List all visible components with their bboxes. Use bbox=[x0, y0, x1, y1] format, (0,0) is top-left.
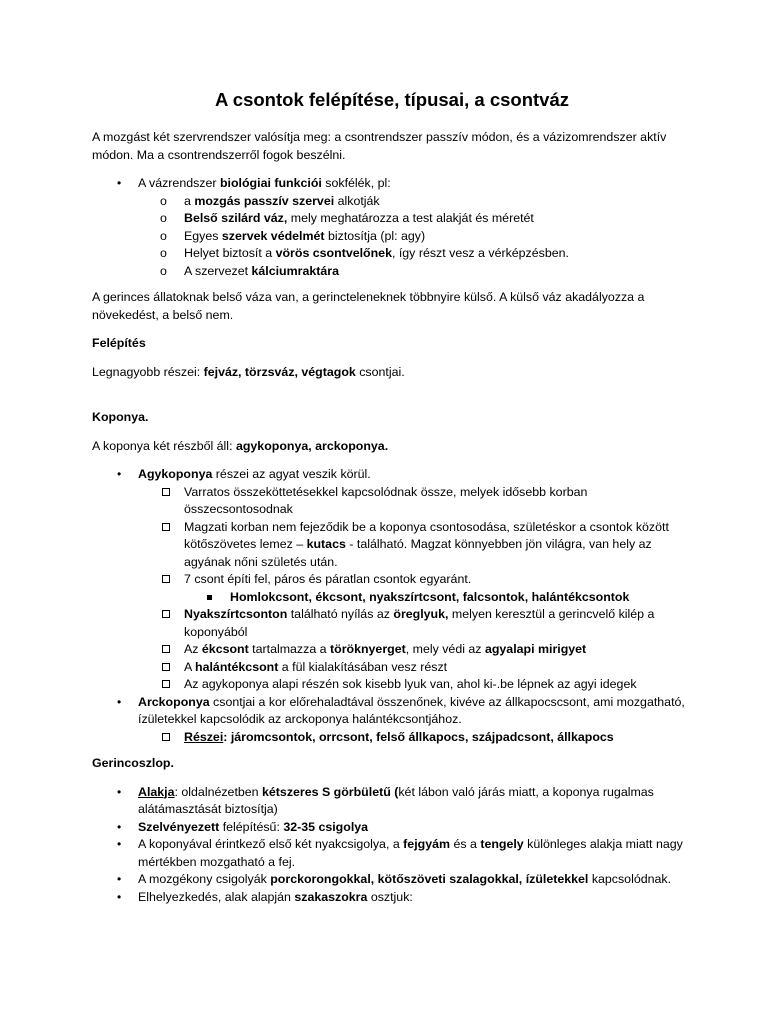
checkbox-bullet-icon bbox=[162, 645, 170, 653]
checkbox-bullet-icon bbox=[162, 680, 170, 688]
circle-bullet-icon: o bbox=[160, 246, 167, 260]
checkbox-bullet-icon bbox=[162, 610, 170, 618]
functions-list bbox=[92, 175, 692, 280]
list-item: Nyakszírtcsonton található nyílás az öreglyuk, melyen keresztül a gerincvelő kilép a koponyából bbox=[136, 606, 692, 641]
circle-bullet-icon: o bbox=[160, 211, 167, 225]
agykoponya-sublist bbox=[138, 484, 692, 694]
bones-sublist bbox=[184, 589, 692, 607]
list-item: • Alakja: oldalnézetben kétszeres S görbületű (két lábon való járás miatt, a koponya rugalmas alátámasztását biztosítja) bbox=[117, 784, 654, 816]
list-item: • Agykoponya részei az agyat veszik körül. Varratos összeköttetésekkel kapcsolódnak össze, melyek idősebb korban összecsontosodnak Magzati korban nem fejeződik be a koponya csontosodása, születéskor a csontok között kötőszövetes lemez – kutacs - található. Magzat könnyebben jön világra, van hely az agyának nőni születés után. 7 csont építi fel, páros és páratlan csontok egyaránt. Homlokcsont, ékcsont, nyakszírtcsont, falcsontok, halántékcsontok Nyakszírtcsonton található nyílás az öreglyuk, melyen keresztül a gerincvelő kilép a koponyából Az ékcsont tartalmazza a töröknyerget, mely védi az agyalapi mirigyet A halántékcsont a fül kialakításában vesz részt Az agykoponya alapi részén sok kisebb lyuk van, ahol ki-.be lépnek az agyi idegek bbox=[92, 466, 692, 694]
list-item: • A koponyával érintkező első két nyakcsigolya, a fejgyám és a tengely különleges alakja miatt nagy mértékben mozgatható a fej. bbox=[117, 837, 683, 869]
list-item: Az ékcsont tartalmazza a töröknyerget, mely védi az agyalapi mirigyet bbox=[136, 641, 692, 659]
functions-sublist bbox=[138, 193, 692, 281]
checkbox-bullet-icon bbox=[162, 575, 170, 583]
bullet-icon: • bbox=[117, 467, 122, 481]
circle-bullet-icon: o bbox=[160, 193, 167, 208]
bullet-icon: • bbox=[117, 837, 122, 851]
document-content bbox=[92, 88, 692, 915]
spacer bbox=[92, 392, 692, 409]
bullet-icon: • bbox=[117, 872, 122, 886]
list-item: o Egyes szervek védelmét biztosítja (pl: agy) bbox=[136, 228, 692, 246]
list-item: o A szervezet kálciumraktára bbox=[136, 263, 692, 281]
square-bullet-icon bbox=[207, 595, 212, 600]
arckoponya-sublist bbox=[138, 729, 692, 747]
list-item: • Elhelyezkedés, alak alapján szakaszokra osztjuk: bbox=[92, 889, 692, 907]
list-item: • Szelvényezett felépítésű: 32-35 csigolya bbox=[92, 819, 692, 837]
list-item: Magzati korban nem fejeződik be a koponya csontosodása, születéskor a csontok között kötőszövetes lemez – kutacs - található. Magzat könnyebben jön világra, van hely az agyának nőni születés után. bbox=[136, 519, 692, 572]
bullet-icon: • bbox=[117, 784, 122, 799]
list-item: Az agykoponya alapi részén sok kisebb lyuk van, ahol ki-.be lépnek az agyi idegek bbox=[136, 676, 692, 694]
circle-bullet-icon: o bbox=[160, 228, 167, 243]
bullet-icon: • bbox=[117, 889, 122, 904]
list-item: • A vázrendszer biológiai funkciói sokfélék, pl: o a mozgás passzív szervei alkotják o Belső szilárd váz, mely meghatározza a test alakját és méretét o Egyes szervek védelmét biztosítja (pl: agy) o Helyet biztosít a vörös csontvelőnek, így részt vesz a vérképzésben. o A szervezet kálciumraktára bbox=[92, 175, 692, 280]
section-heading-felepites: Felépítés bbox=[92, 336, 146, 350]
list-item: Részei: járomcsontok, orrcsont, felső állkapocs, szájpadcsont, állkapocs bbox=[136, 729, 692, 747]
section-heading-koponya: Koponya. bbox=[92, 410, 149, 424]
gerinc-list bbox=[92, 784, 692, 907]
koponya-list bbox=[92, 466, 692, 746]
list-item: Varratos összeköttetésekkel kapcsolódnak össze, melyek idősebb korban összecsontosodnak bbox=[136, 484, 692, 519]
list-item: o Helyet biztosít a vörös csontvelőnek, így részt vesz a vérképzésben. bbox=[136, 245, 692, 263]
list-item: o Belső szilárd váz, mely meghatározza a test alakját és méretét bbox=[136, 210, 692, 228]
bullet-icon: • bbox=[117, 694, 122, 709]
bullet-icon: • bbox=[117, 176, 122, 190]
list-item: • A mozgékony csigolyák porckorongokkal, kötőszöveti szalagokkal, ízületekkel kapcsolódnak. bbox=[92, 871, 692, 889]
checkbox-bullet-icon bbox=[162, 733, 170, 741]
list-item: Homlokcsont, ékcsont, nyakszírtcsont, falcsontok, halántékcsontok bbox=[183, 589, 692, 607]
list-item: • Arckoponya csontjai a kor előrehaladtával összenőnek, kivéve az állkapocscsont, ami mozgatható, ízületekkel kapcsolódik az arckoponya halántékcsontjához. Részei: járomcsontok, orrcsont, felső állkapocs, szájpadcsont, állkapocs bbox=[92, 694, 692, 747]
list-item: o a mozgás passzív szervei alkotják bbox=[136, 193, 692, 211]
section-heading-gerincoszlop: Gerincoszlop. bbox=[92, 756, 174, 770]
paragraph-felepites: Legnagyobb részei: fejváz, törzsváz, végtagok csontjai. bbox=[92, 364, 405, 379]
circle-bullet-icon: o bbox=[160, 263, 167, 278]
checkbox-bullet-icon bbox=[162, 488, 170, 496]
bullet-icon: • bbox=[117, 819, 122, 834]
paragraph-skeleton-types: A gerinces állatoknak belső váza van, a gerincteleneknek többnyire külső. A külső váz akadályozza a növekedést, a belső nem. bbox=[92, 290, 645, 322]
page-title: A csontok felépítése, típusai, a csontváz bbox=[214, 89, 569, 110]
paragraph-koponya: A koponya két részből áll: agykoponya, arckoponya. bbox=[92, 438, 389, 453]
intro-paragraph: A mozgást két szervrendszer valósítja meg: a csontrendszer passzív módon, és a vázizomrendszer aktív módon. Ma a csontrendszerről fogok beszélni. bbox=[92, 130, 667, 162]
list-item: 7 csont építi fel, páros és páratlan csontok egyaránt. Homlokcsont, ékcsont, nyakszírtcsont, falcsontok, halántékcsontok bbox=[136, 571, 692, 606]
checkbox-bullet-icon bbox=[162, 663, 170, 671]
list-item: A halántékcsont a fül kialakításában vesz részt bbox=[136, 659, 692, 677]
checkbox-bullet-icon bbox=[162, 523, 170, 531]
